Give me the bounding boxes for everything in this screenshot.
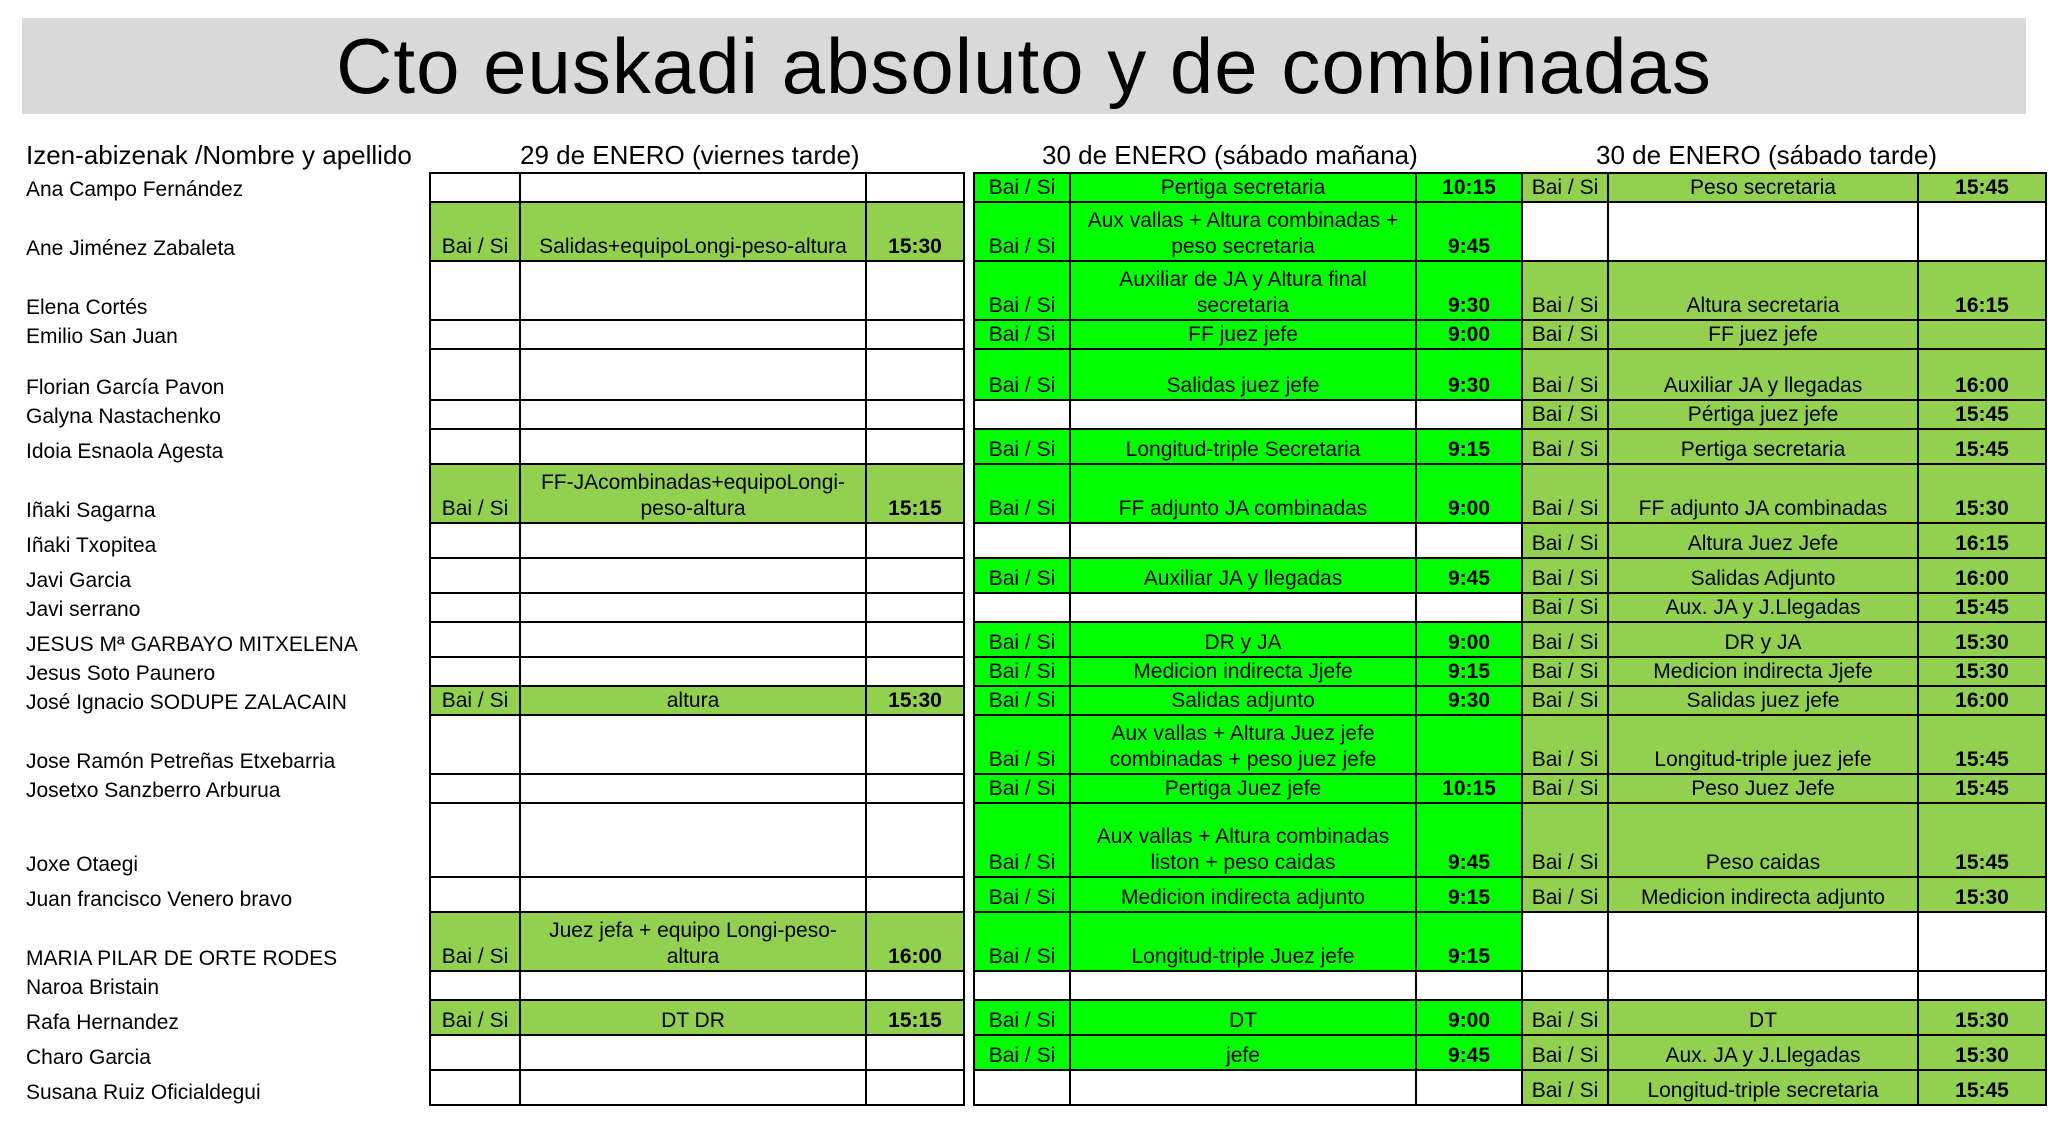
- availability-cell: [430, 971, 520, 1000]
- time-cell: 9:45: [1416, 803, 1522, 877]
- availability-cell: [430, 400, 520, 429]
- table-row: [22, 657, 2046, 686]
- task-cell: Pértiga juez jefe: [1608, 400, 1918, 429]
- table-row: [22, 1035, 2046, 1070]
- task-cell: jefe: [1070, 1035, 1416, 1070]
- task-cell: [520, 971, 866, 1000]
- person-name: Naroa Bristain: [26, 976, 160, 999]
- time-cell: [866, 523, 964, 558]
- table-row: [22, 1070, 2046, 1105]
- schedule-table: [22, 172, 2047, 1106]
- availability-cell: Bai / Si: [974, 429, 1070, 464]
- task-cell: Pertiga secretaria: [1608, 429, 1918, 464]
- task-cell: [520, 877, 866, 912]
- table-row: [22, 558, 2046, 593]
- availability-cell: Bai / Si: [974, 558, 1070, 593]
- availability-cell: Bai / Si: [974, 686, 1070, 715]
- time-cell: [1918, 320, 2046, 349]
- person-name: Ane Jiménez Zabaleta: [26, 237, 235, 260]
- table-row: [22, 173, 2046, 202]
- task-cell: DR y JA: [1070, 622, 1416, 657]
- column-gap: [964, 400, 974, 429]
- time-cell: 15:45: [1918, 803, 2046, 877]
- time-cell: 9:45: [1416, 1035, 1522, 1070]
- availability-cell: [974, 523, 1070, 558]
- person-name: Elena Cortés: [26, 296, 148, 319]
- availability-cell: Bai / Si: [1522, 1070, 1608, 1105]
- person-name: MARIA PILAR DE ORTE RODES: [26, 947, 338, 970]
- task-cell: Auxiliar JA y llegadas: [1608, 349, 1918, 400]
- time-cell: 16:00: [1918, 558, 2046, 593]
- task-cell: Peso secretaria: [1608, 173, 1918, 202]
- task-cell: Peso caidas: [1608, 803, 1918, 877]
- table-row: [22, 464, 2046, 523]
- table-row: [22, 774, 2046, 803]
- time-cell: 15:45: [1918, 173, 2046, 202]
- time-cell: 9:15: [1416, 429, 1522, 464]
- column-gap: [964, 349, 974, 400]
- task-cell: [520, 715, 866, 774]
- header-day2: 30 de ENERO (sábado mañana): [1042, 140, 1418, 170]
- availability-cell: Bai / Si: [974, 349, 1070, 400]
- header-day1: 29 de ENERO (viernes tarde): [520, 140, 860, 170]
- person-name: Juan francisco Venero bravo: [26, 888, 293, 911]
- person-name: Jesus Soto Paunero: [26, 662, 216, 685]
- availability-cell: Bai / Si: [974, 877, 1070, 912]
- time-cell: 16:15: [1918, 261, 2046, 320]
- availability-cell: Bai / Si: [430, 686, 520, 715]
- availability-cell: Bai / Si: [974, 912, 1070, 971]
- task-cell: [1070, 523, 1416, 558]
- table-row: [22, 912, 2046, 971]
- task-cell: FF juez jefe: [1070, 320, 1416, 349]
- time-cell: 9:30: [1416, 349, 1522, 400]
- time-cell: 9:15: [1416, 657, 1522, 686]
- time-cell: 15:45: [1918, 774, 2046, 803]
- task-cell: [520, 400, 866, 429]
- availability-cell: Bai / Si: [974, 320, 1070, 349]
- time-cell: [1416, 1070, 1522, 1105]
- time-cell: 15:45: [1918, 400, 2046, 429]
- task-cell: Salidas juez jefe: [1608, 686, 1918, 715]
- time-cell: [866, 1070, 964, 1105]
- availability-cell: Bai / Si: [974, 715, 1070, 774]
- table-row: [22, 202, 2046, 261]
- time-cell: 15:30: [1918, 657, 2046, 686]
- time-cell: 9:00: [1416, 622, 1522, 657]
- time-cell: 15:15: [866, 1000, 964, 1035]
- task-cell: Longitud-triple juez jefe: [1608, 715, 1918, 774]
- time-cell: [1416, 400, 1522, 429]
- person-name: Javi serrano: [26, 598, 141, 621]
- availability-cell: [430, 1070, 520, 1105]
- column-gap: [964, 202, 974, 261]
- column-gap: [964, 774, 974, 803]
- column-gap: [964, 1070, 974, 1105]
- column-gap: [964, 429, 974, 464]
- availability-cell: Bai / Si: [974, 173, 1070, 202]
- time-cell: 16:00: [1918, 349, 2046, 400]
- availability-cell: [430, 261, 520, 320]
- person-name: Ana Campo Fernández: [26, 178, 244, 201]
- time-cell: 9:30: [1416, 261, 1522, 320]
- time-cell: 15:30: [1918, 877, 2046, 912]
- column-gap: [964, 622, 974, 657]
- task-cell: [520, 593, 866, 622]
- task-cell: Longitud-triple secretaria: [1608, 1070, 1918, 1105]
- availability-cell: [430, 657, 520, 686]
- task-cell: Aux vallas + Altura Juez jefe combinadas + peso juez jefe: [1070, 715, 1416, 774]
- availability-cell: Bai / Si: [974, 1000, 1070, 1035]
- column-gap: [964, 715, 974, 774]
- time-cell: 9:30: [1416, 686, 1522, 715]
- time-cell: [866, 400, 964, 429]
- table-row: [22, 523, 2046, 558]
- task-cell: Auxiliar de JA y Altura final secretaria: [1070, 261, 1416, 320]
- availability-cell: Bai / Si: [974, 202, 1070, 261]
- task-cell: DT: [1608, 1000, 1918, 1035]
- availability-cell: Bai / Si: [430, 1000, 520, 1035]
- task-cell: Salidas adjunto: [1070, 686, 1416, 715]
- column-gap: [964, 1035, 974, 1070]
- time-cell: [866, 715, 964, 774]
- task-cell: [1070, 971, 1416, 1000]
- task-cell: [520, 558, 866, 593]
- person-name: Emilio San Juan: [26, 325, 178, 348]
- time-cell: 9:45: [1416, 558, 1522, 593]
- task-cell: Medicion indirecta Jjefe: [1608, 657, 1918, 686]
- task-cell: [520, 803, 866, 877]
- column-gap: [964, 320, 974, 349]
- time-cell: 16:00: [1918, 686, 2046, 715]
- availability-cell: [430, 349, 520, 400]
- time-cell: 15:30: [1918, 622, 2046, 657]
- task-cell: [520, 429, 866, 464]
- availability-cell: Bai / Si: [974, 261, 1070, 320]
- task-cell: FF adjunto JA combinadas: [1070, 464, 1416, 523]
- person-name: Galyna Nastachenko: [26, 405, 221, 428]
- task-cell: Salidas+equipoLongi-peso-altura: [520, 202, 866, 261]
- availability-cell: [974, 971, 1070, 1000]
- task-cell: Aux. JA y J.Llegadas: [1608, 593, 1918, 622]
- availability-cell: Bai / Si: [1522, 657, 1608, 686]
- time-cell: 15:30: [866, 202, 964, 261]
- person-name: Susana Ruiz Oficialdegui: [26, 1081, 261, 1104]
- availability-cell: [430, 774, 520, 803]
- availability-cell: Bai / Si: [974, 622, 1070, 657]
- availability-cell: Bai / Si: [1522, 622, 1608, 657]
- title-banner: [22, 18, 2026, 114]
- task-cell: DT: [1070, 1000, 1416, 1035]
- time-cell: [1918, 912, 2046, 971]
- time-cell: 15:30: [1918, 464, 2046, 523]
- time-cell: 9:45: [1416, 202, 1522, 261]
- task-cell: Salidas juez jefe: [1070, 349, 1416, 400]
- table-row: [22, 622, 2046, 657]
- availability-cell: Bai / Si: [974, 464, 1070, 523]
- availability-cell: [974, 593, 1070, 622]
- time-cell: [866, 622, 964, 657]
- task-cell: [520, 1070, 866, 1105]
- task-cell: Juez jefa + equipo Longi-peso-altura: [520, 912, 866, 971]
- task-cell: [520, 1035, 866, 1070]
- task-cell: Aux. JA y J.Llegadas: [1608, 1035, 1918, 1070]
- task-cell: Altura Juez Jefe: [1608, 523, 1918, 558]
- time-cell: 10:15: [1416, 173, 1522, 202]
- time-cell: [1416, 523, 1522, 558]
- column-gap: [964, 657, 974, 686]
- table-row: [22, 261, 2046, 320]
- person-name: Idoia Esnaola Agesta: [26, 440, 224, 463]
- time-cell: [866, 657, 964, 686]
- header-day3: 30 de ENERO (sábado tarde): [1596, 140, 1938, 170]
- availability-cell: Bai / Si: [1522, 1000, 1608, 1035]
- task-cell: [1070, 1070, 1416, 1105]
- column-gap: [964, 523, 974, 558]
- time-cell: [866, 774, 964, 803]
- column-gap: [964, 686, 974, 715]
- availability-cell: Bai / Si: [1522, 523, 1608, 558]
- time-cell: 9:15: [1416, 877, 1522, 912]
- time-cell: [1416, 593, 1522, 622]
- time-cell: 15:45: [1918, 1070, 2046, 1105]
- task-cell: [1608, 202, 1918, 261]
- person-name: José Ignacio SODUPE ZALACAIN: [26, 691, 347, 714]
- task-cell: [520, 523, 866, 558]
- person-name: Joxe Otaegi: [26, 853, 139, 876]
- availability-cell: [1522, 971, 1608, 1000]
- availability-cell: [430, 558, 520, 593]
- task-cell: Salidas Adjunto: [1608, 558, 1918, 593]
- time-cell: 15:45: [1918, 429, 2046, 464]
- person-name: JESUS Mª GARBAYO MITXELENA: [26, 633, 358, 656]
- person-name: Javi Garcia: [26, 569, 132, 592]
- availability-cell: Bai / Si: [1522, 593, 1608, 622]
- availability-cell: [430, 320, 520, 349]
- column-gap: [964, 912, 974, 971]
- time-cell: [866, 593, 964, 622]
- task-cell: DR y JA: [1608, 622, 1918, 657]
- availability-cell: [974, 1070, 1070, 1105]
- column-gap: [964, 971, 974, 1000]
- time-cell: [1918, 202, 2046, 261]
- person-name: Florian García Pavon: [26, 376, 225, 399]
- time-cell: 16:00: [866, 912, 964, 971]
- task-cell: Medicion indirecta Jjefe: [1070, 657, 1416, 686]
- time-cell: [1918, 971, 2046, 1000]
- table-row: [22, 320, 2046, 349]
- time-cell: 15:30: [1918, 1000, 2046, 1035]
- time-cell: [866, 320, 964, 349]
- availability-cell: [430, 173, 520, 202]
- availability-cell: [430, 622, 520, 657]
- task-cell: [520, 774, 866, 803]
- task-cell: Altura secretaria: [1608, 261, 1918, 320]
- availability-cell: Bai / Si: [1522, 686, 1608, 715]
- availability-cell: Bai / Si: [1522, 429, 1608, 464]
- table-row: [22, 803, 2046, 877]
- availability-cell: [1522, 912, 1608, 971]
- task-cell: Aux vallas + Altura combinadas liston + peso caidas: [1070, 803, 1416, 877]
- table-row: [22, 715, 2046, 774]
- time-cell: 9:00: [1416, 320, 1522, 349]
- time-cell: [866, 173, 964, 202]
- time-cell: [866, 803, 964, 877]
- task-cell: [1608, 912, 1918, 971]
- column-gap: [964, 464, 974, 523]
- time-cell: [866, 558, 964, 593]
- time-cell: [866, 877, 964, 912]
- time-cell: [866, 971, 964, 1000]
- availability-cell: Bai / Si: [1522, 261, 1608, 320]
- table-row: [22, 686, 2046, 715]
- column-gap: [964, 558, 974, 593]
- task-cell: Aux vallas + Altura combinadas + peso secretaria: [1070, 202, 1416, 261]
- task-cell: Medicion indirecta adjunto: [1608, 877, 1918, 912]
- availability-cell: Bai / Si: [1522, 320, 1608, 349]
- time-cell: 15:45: [1918, 715, 2046, 774]
- person-name: Iñaki Txopitea: [26, 534, 157, 557]
- header-name-column: Izen-abizenak /Nombre y apellido: [26, 140, 412, 170]
- table-row: [22, 400, 2046, 429]
- task-cell: Medicion indirecta adjunto: [1070, 877, 1416, 912]
- time-cell: 16:15: [1918, 523, 2046, 558]
- person-name: Josetxo Sanzberro Arburua: [26, 779, 281, 802]
- table-row: [22, 349, 2046, 400]
- availability-cell: Bai / Si: [974, 657, 1070, 686]
- time-cell: 15:30: [866, 686, 964, 715]
- availability-cell: Bai / Si: [430, 202, 520, 261]
- time-cell: 9:15: [1416, 912, 1522, 971]
- availability-cell: Bai / Si: [1522, 774, 1608, 803]
- availability-cell: Bai / Si: [974, 774, 1070, 803]
- person-name: Rafa Hernandez: [26, 1011, 179, 1034]
- availability-cell: [430, 1035, 520, 1070]
- availability-cell: Bai / Si: [1522, 400, 1608, 429]
- time-cell: 9:00: [1416, 464, 1522, 523]
- task-cell: [1070, 593, 1416, 622]
- availability-cell: [430, 803, 520, 877]
- time-cell: [1416, 971, 1522, 1000]
- person-name: Jose Ramón Petreñas Etxebarria: [26, 750, 336, 773]
- table-row: [22, 1000, 2046, 1035]
- task-cell: [520, 349, 866, 400]
- time-cell: 15:45: [1918, 593, 2046, 622]
- person-name: Charo Garcia: [26, 1046, 151, 1069]
- availability-cell: Bai / Si: [974, 1035, 1070, 1070]
- task-cell: Longitud-triple Secretaria: [1070, 429, 1416, 464]
- table-row: [22, 593, 2046, 622]
- availability-cell: Bai / Si: [430, 912, 520, 971]
- task-cell: Longitud-triple Juez jefe: [1070, 912, 1416, 971]
- availability-cell: Bai / Si: [1522, 803, 1608, 877]
- availability-cell: Bai / Si: [430, 464, 520, 523]
- task-cell: Pertiga secretaria: [1070, 173, 1416, 202]
- availability-cell: Bai / Si: [1522, 464, 1608, 523]
- task-cell: [520, 622, 866, 657]
- task-cell: [520, 320, 866, 349]
- table-row: [22, 429, 2046, 464]
- availability-cell: Bai / Si: [1522, 877, 1608, 912]
- time-cell: 15:15: [866, 464, 964, 523]
- availability-cell: [430, 429, 520, 464]
- time-cell: [866, 429, 964, 464]
- column-gap: [964, 1000, 974, 1035]
- time-cell: 9:00: [1416, 1000, 1522, 1035]
- column-gap: [964, 261, 974, 320]
- availability-cell: Bai / Si: [1522, 173, 1608, 202]
- time-cell: [866, 1035, 964, 1070]
- task-cell: FF juez jefe: [1608, 320, 1918, 349]
- time-cell: 15:30: [1918, 1035, 2046, 1070]
- availability-cell: [974, 400, 1070, 429]
- task-cell: altura: [520, 686, 866, 715]
- availability-cell: [430, 523, 520, 558]
- task-cell: [520, 657, 866, 686]
- task-cell: Peso Juez Jefe: [1608, 774, 1918, 803]
- column-gap: [964, 877, 974, 912]
- task-cell: Pertiga Juez jefe: [1070, 774, 1416, 803]
- availability-cell: [430, 715, 520, 774]
- availability-cell: Bai / Si: [1522, 349, 1608, 400]
- task-cell: [520, 261, 866, 320]
- time-cell: [1416, 715, 1522, 774]
- task-cell: [1070, 400, 1416, 429]
- table-row: [22, 971, 2046, 1000]
- task-cell: [1608, 971, 1918, 1000]
- task-cell: Auxiliar JA y llegadas: [1070, 558, 1416, 593]
- availability-cell: [430, 593, 520, 622]
- availability-cell: Bai / Si: [1522, 715, 1608, 774]
- task-cell: [520, 173, 866, 202]
- availability-cell: Bai / Si: [1522, 558, 1608, 593]
- column-gap: [964, 803, 974, 877]
- availability-cell: [430, 877, 520, 912]
- availability-cell: [1522, 202, 1608, 261]
- column-gap: [964, 593, 974, 622]
- column-gap: [964, 173, 974, 202]
- time-cell: [866, 349, 964, 400]
- time-cell: [866, 261, 964, 320]
- person-name: Iñaki Sagarna: [26, 499, 156, 522]
- table-row: [22, 877, 2046, 912]
- time-cell: 10:15: [1416, 774, 1522, 803]
- availability-cell: Bai / Si: [1522, 1035, 1608, 1070]
- availability-cell: Bai / Si: [974, 803, 1070, 877]
- task-cell: FF-JAcombinadas+equipoLongi-peso-altura: [520, 464, 866, 523]
- task-cell: DT DR: [520, 1000, 866, 1035]
- task-cell: FF adjunto JA combinadas: [1608, 464, 1918, 523]
- page-title: Cto euskadi absoluto y de combinadas: [336, 21, 1712, 110]
